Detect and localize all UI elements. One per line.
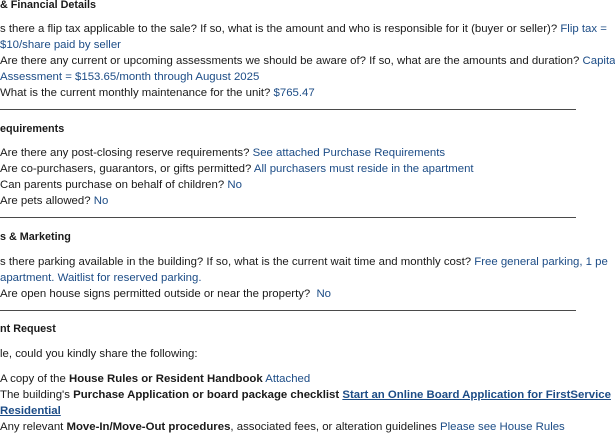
- question-text: Can parents purchase on behalf of children?: [0, 179, 225, 191]
- request-item-application: [0, 388, 611, 402]
- link-cont: [0, 404, 61, 418]
- board-application-link[interactable]: Start an Online Board Application for FirstService: [342, 389, 611, 401]
- qa-parking: [0, 255, 608, 269]
- answer-text: No: [227, 179, 242, 191]
- answer-text: Attached: [265, 373, 311, 385]
- qa-assessments: [0, 54, 615, 68]
- section-heading-requirements: equirements: [0, 123, 65, 135]
- qa-copurchasers: [0, 162, 474, 176]
- item-text: Any relevant: [0, 421, 67, 433]
- item-strong-text: Move-In/Move-Out procedures: [66, 421, 231, 433]
- board-application-link-cont[interactable]: Residential: [0, 405, 61, 417]
- answer-text: Capita: [582, 55, 615, 67]
- item-strong-text: Purchase Application or board package checklist: [73, 389, 340, 401]
- answer-text: See attached Purchase Requirements: [252, 147, 446, 159]
- answer-text-cont: Assessment = $153.65/month through August 2025: [0, 71, 260, 83]
- request-item-move-in: [0, 420, 565, 434]
- item-strong-text: House Rules or Resident Handbook: [69, 373, 263, 385]
- section-divider: [0, 109, 576, 110]
- item-text: A copy of the: [0, 373, 70, 385]
- answer-text: No: [316, 288, 332, 300]
- qa-pets: [0, 194, 108, 208]
- section-heading-marketing: s & Marketing: [0, 231, 71, 243]
- item-text: , associated fees, or alteration guidelines: [230, 421, 437, 433]
- question-text: Are there any current or upcoming assessments we should be aware of? If so, what are the amounts and duration?: [0, 55, 580, 67]
- request-item-house-rules: [0, 372, 310, 386]
- request-intro: le, could you kindly share the following:: [0, 348, 198, 360]
- section-divider: [0, 217, 576, 218]
- question-text: Are open house signs permitted outside or near the property?: [0, 288, 311, 300]
- qa-maintenance: [0, 86, 315, 100]
- answer-text: Please see House Rules: [440, 421, 565, 433]
- section-heading-request: nt Request: [0, 323, 56, 335]
- section-heading-financial: & Financial Details: [0, 0, 97, 11]
- answer-text: $765.47: [273, 87, 315, 99]
- answer-text-cont: $10/share paid by seller: [0, 39, 121, 51]
- answer-text: Free general parking, 1 pe: [474, 256, 608, 268]
- qa-flip-tax: [0, 22, 607, 36]
- answer-text: No: [93, 195, 109, 207]
- qa-open-house: [0, 287, 331, 301]
- question-text: Are there any post-closing reserve requirements?: [0, 147, 250, 159]
- qa-reserve: [0, 146, 445, 160]
- answer-text: All purchasers must reside in the apartment: [253, 163, 474, 175]
- section-divider: [0, 310, 576, 311]
- answer-text-cont: apartment. Waitlist for reserved parking.: [0, 272, 202, 284]
- question-text: s there a flip tax applicable to the sale? If so, what is the amount and who is responsible for it (buyer or seller)?: [0, 23, 558, 35]
- question-text: Are pets allowed?: [0, 195, 91, 207]
- item-text: The building's: [0, 389, 74, 401]
- question-text: What is the current monthly maintenance for the unit?: [0, 87, 271, 99]
- question-text: Are co-purchasers, guarantors, or gifts permitted?: [0, 163, 252, 175]
- question-text: s there parking available in the building? If so, what is the current wait time and monthly cost?: [0, 256, 472, 268]
- answer-text: Flip tax =: [560, 23, 607, 35]
- qa-parents: [0, 178, 242, 192]
